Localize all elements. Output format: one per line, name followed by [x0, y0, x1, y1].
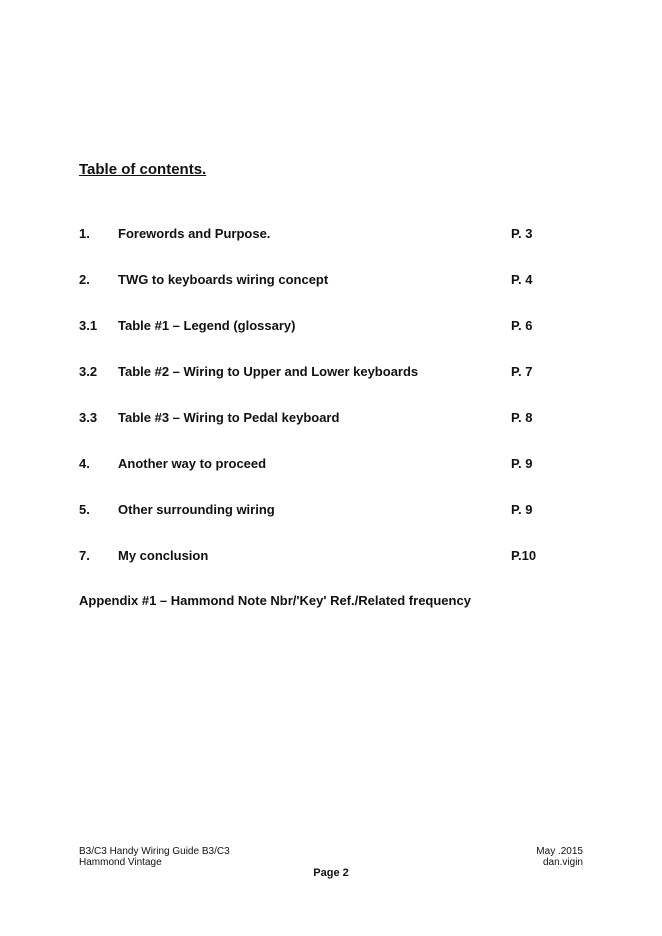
appendix-entry[interactable]: Appendix #1 – Hammond Note Nbr/'Key' Ref./Related frequency: [79, 593, 471, 608]
footer-author: dan.vigin: [542, 857, 583, 868]
toc-entry-number: 4.: [79, 456, 90, 471]
toc-entry-page: P. 9: [511, 456, 533, 471]
toc-entry-number: 3.2: [79, 364, 98, 379]
toc-entry-title: Forewords and Purpose.: [118, 226, 271, 241]
toc-entry-number: 3.1: [79, 318, 98, 333]
toc-entry-number: 2.: [79, 272, 90, 287]
toc-entry-number: 3.3: [79, 410, 98, 425]
toc-entry[interactable]: [79, 410, 549, 428]
toc-entry[interactable]: [79, 226, 549, 244]
toc-entry-number: 5.: [79, 502, 90, 517]
footer-left: [79, 846, 230, 868]
toc-entry-page: P. 9: [511, 502, 533, 517]
toc-entry[interactable]: [79, 456, 549, 474]
toc-entry[interactable]: [79, 318, 549, 336]
footer-right: [536, 846, 583, 868]
toc-entry-title: Table #1 – Legend (glossary): [118, 318, 296, 333]
toc-entry[interactable]: [79, 548, 549, 566]
toc-entry-title: TWG to keyboards wiring concept: [118, 272, 329, 287]
toc-entry-page: P. 6: [511, 318, 533, 333]
toc-entry-number: 7.: [79, 548, 90, 563]
toc-entry-title: Another way to proceed: [118, 456, 267, 471]
toc-entry-page: P. 3: [511, 226, 533, 241]
toc-entry-page: P.10: [511, 548, 537, 563]
toc-entry[interactable]: [79, 272, 549, 290]
toc-entry-number: 1.: [79, 226, 90, 241]
toc-entry-title: My conclusion: [118, 548, 209, 563]
toc-entry-title: Other surrounding wiring: [118, 502, 275, 517]
toc-entry[interactable]: [79, 364, 549, 382]
toc-entry[interactable]: [79, 502, 549, 520]
footer-guide-title: B3/C3 Handy Wiring Guide B3/C3: [79, 846, 230, 857]
toc-entry-title: Table #2 – Wiring to Upper and Lower keyboards: [118, 364, 419, 379]
toc-entry-page: P. 4: [511, 272, 533, 287]
toc-entry-title: Table #3 – Wiring to Pedal keyboard: [118, 410, 340, 425]
toc-heading: Table of contents.: [79, 161, 207, 178]
footer-subtitle: Hammond Vintage: [79, 857, 162, 868]
toc-entry-page: P. 8: [511, 410, 533, 425]
footer-date: May .2015: [536, 846, 583, 857]
toc-entry-page: P. 7: [511, 364, 533, 379]
page-number: Page 2: [313, 867, 349, 879]
